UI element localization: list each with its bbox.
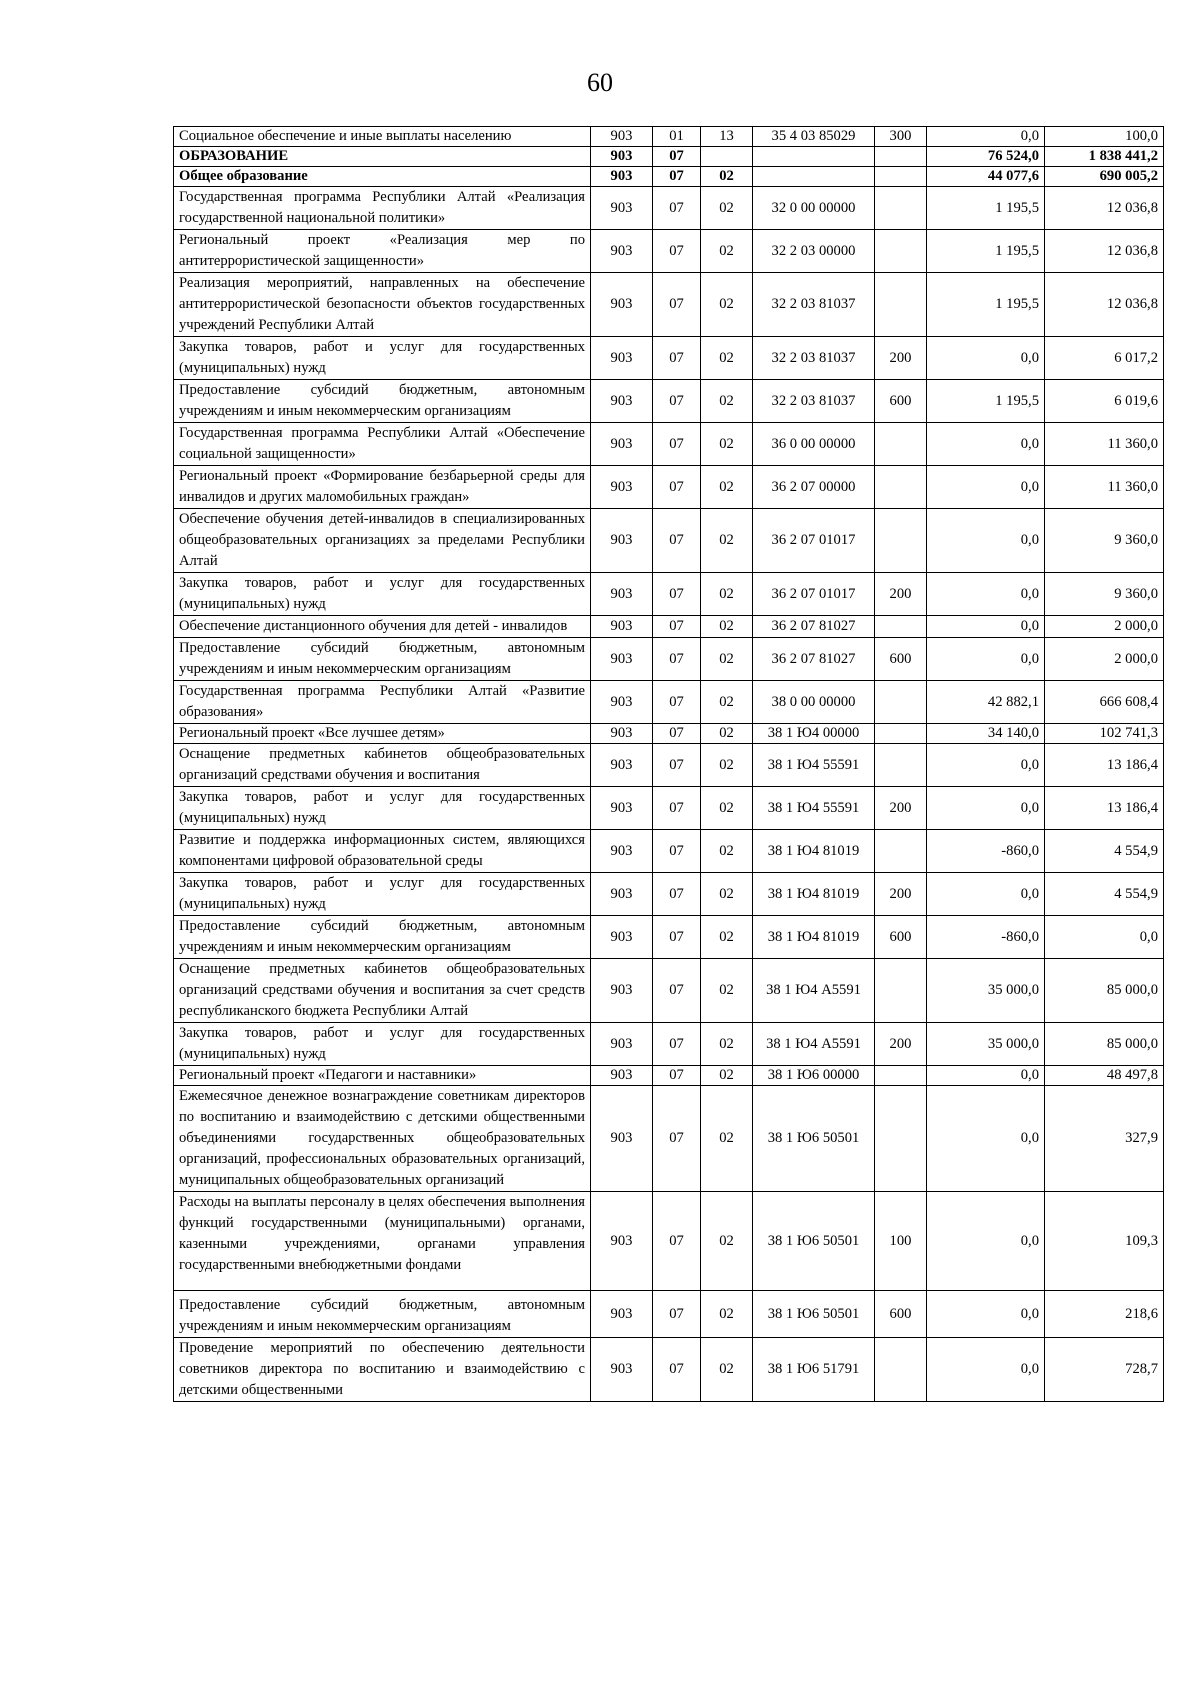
cell-grbs-code: 903 bbox=[591, 466, 653, 509]
cell-amount-change: 0,0 bbox=[927, 1338, 1045, 1402]
table-row bbox=[174, 1066, 1164, 1086]
cell-target-item-code: 38 1 Ю6 00000 bbox=[753, 1066, 875, 1086]
cell-grbs-code: 903 bbox=[591, 509, 653, 573]
cell-amount-change: 0,0 bbox=[927, 1086, 1045, 1192]
cell-amount-total: 218,6 bbox=[1045, 1291, 1164, 1338]
cell-name: Общее образование bbox=[174, 167, 591, 187]
cell-target-item-code: 38 1 Ю6 50501 bbox=[753, 1192, 875, 1291]
cell-amount-total: 102 741,3 bbox=[1045, 724, 1164, 744]
cell-amount-change: 0,0 bbox=[927, 638, 1045, 681]
cell-target-item-code: 38 0 00 00000 bbox=[753, 681, 875, 724]
cell-subsection-code: 02 bbox=[701, 1338, 753, 1402]
cell-name: Обеспечение дистанционного обучения для детей - инвалидов bbox=[174, 616, 591, 638]
cell-expense-type-code: 200 bbox=[875, 337, 927, 380]
cell-name: Расходы на выплаты персоналу в целях обеспечения выполнения функций государственными (муниципальными) органами, казенными учреждениями, органами управления государственными внебюджетными фондами bbox=[174, 1192, 591, 1291]
table-row bbox=[174, 873, 1164, 916]
cell-target-item-code: 38 1 Ю6 50501 bbox=[753, 1291, 875, 1338]
cell-grbs-code: 903 bbox=[591, 337, 653, 380]
cell-section-code: 07 bbox=[653, 337, 701, 380]
cell-expense-type-code bbox=[875, 616, 927, 638]
cell-expense-type-code bbox=[875, 724, 927, 744]
cell-section-code: 07 bbox=[653, 1066, 701, 1086]
cell-expense-type-code bbox=[875, 167, 927, 187]
cell-target-item-code: 32 2 03 81037 bbox=[753, 337, 875, 380]
cell-subsection-code: 02 bbox=[701, 681, 753, 724]
table-row bbox=[174, 916, 1164, 959]
cell-name: Предоставление субсидий бюджетным, автономным учреждениям и иным некоммерческим организациям bbox=[174, 380, 591, 423]
cell-amount-change: 0,0 bbox=[927, 744, 1045, 787]
cell-amount-total: 48 497,8 bbox=[1045, 1066, 1164, 1086]
cell-grbs-code: 903 bbox=[591, 1291, 653, 1338]
table-row bbox=[174, 509, 1164, 573]
cell-section-code: 07 bbox=[653, 638, 701, 681]
cell-amount-total: 12 036,8 bbox=[1045, 187, 1164, 230]
cell-grbs-code: 903 bbox=[591, 167, 653, 187]
cell-amount-total: 0,0 bbox=[1045, 916, 1164, 959]
cell-subsection-code: 02 bbox=[701, 873, 753, 916]
cell-amount-change: 0,0 bbox=[927, 873, 1045, 916]
cell-grbs-code: 903 bbox=[591, 1023, 653, 1066]
cell-section-code: 07 bbox=[653, 147, 701, 167]
cell-grbs-code: 903 bbox=[591, 681, 653, 724]
cell-amount-total: 6 019,6 bbox=[1045, 380, 1164, 423]
cell-expense-type-code bbox=[875, 1066, 927, 1086]
cell-grbs-code: 903 bbox=[591, 616, 653, 638]
cell-name: Государственная программа Республики Алтай «Реализация государственной национальной политики» bbox=[174, 187, 591, 230]
table-row bbox=[174, 380, 1164, 423]
cell-section-code: 07 bbox=[653, 1291, 701, 1338]
cell-name: Реализация мероприятий, направленных на обеспечение антитеррористической безопасности объектов государственных учреждений Республики Алтай bbox=[174, 273, 591, 337]
cell-target-item-code: 38 1 Ю4 А5591 bbox=[753, 959, 875, 1023]
cell-grbs-code: 903 bbox=[591, 916, 653, 959]
cell-amount-change: 1 195,5 bbox=[927, 380, 1045, 423]
cell-amount-change: 1 195,5 bbox=[927, 230, 1045, 273]
cell-subsection-code: 02 bbox=[701, 573, 753, 616]
cell-expense-type-code: 600 bbox=[875, 380, 927, 423]
cell-name: Государственная программа Республики Алтай «Развитие образования» bbox=[174, 681, 591, 724]
cell-target-item-code: 36 2 07 81027 bbox=[753, 638, 875, 681]
cell-section-code: 07 bbox=[653, 1192, 701, 1291]
cell-section-code: 07 bbox=[653, 959, 701, 1023]
cell-amount-total: 1 838 441,2 bbox=[1045, 147, 1164, 167]
table-row bbox=[174, 230, 1164, 273]
table-row bbox=[174, 127, 1164, 147]
cell-expense-type-code: 200 bbox=[875, 873, 927, 916]
cell-amount-change: 0,0 bbox=[927, 337, 1045, 380]
cell-expense-type-code bbox=[875, 466, 927, 509]
cell-target-item-code: 36 2 07 81027 bbox=[753, 616, 875, 638]
cell-amount-total: 12 036,8 bbox=[1045, 230, 1164, 273]
cell-amount-change: 0,0 bbox=[927, 1192, 1045, 1291]
cell-section-code: 07 bbox=[653, 616, 701, 638]
cell-section-code: 07 bbox=[653, 681, 701, 724]
cell-amount-change: 0,0 bbox=[927, 1291, 1045, 1338]
cell-target-item-code bbox=[753, 167, 875, 187]
cell-target-item-code: 38 1 Ю4 А5591 bbox=[753, 1023, 875, 1066]
cell-section-code: 07 bbox=[653, 466, 701, 509]
cell-grbs-code: 903 bbox=[591, 1338, 653, 1402]
cell-target-item-code: 38 1 Ю6 50501 bbox=[753, 1086, 875, 1192]
cell-amount-total: 4 554,9 bbox=[1045, 873, 1164, 916]
table-row bbox=[174, 1291, 1164, 1338]
cell-target-item-code bbox=[753, 147, 875, 167]
cell-section-code: 07 bbox=[653, 830, 701, 873]
cell-expense-type-code bbox=[875, 230, 927, 273]
cell-section-code: 07 bbox=[653, 509, 701, 573]
cell-subsection-code: 02 bbox=[701, 1066, 753, 1086]
cell-amount-total: 4 554,9 bbox=[1045, 830, 1164, 873]
table-row bbox=[174, 167, 1164, 187]
cell-name: Региональный проект «Реализация мер по антитеррористической защищенности» bbox=[174, 230, 591, 273]
cell-grbs-code: 903 bbox=[591, 830, 653, 873]
cell-section-code: 07 bbox=[653, 1086, 701, 1192]
table-row bbox=[174, 724, 1164, 744]
cell-expense-type-code bbox=[875, 959, 927, 1023]
table-body bbox=[174, 127, 1164, 1402]
cell-name: Закупка товаров, работ и услуг для государственных (муниципальных) нужд bbox=[174, 573, 591, 616]
cell-expense-type-code bbox=[875, 187, 927, 230]
cell-expense-type-code: 600 bbox=[875, 638, 927, 681]
cell-target-item-code: 36 2 07 01017 bbox=[753, 509, 875, 573]
cell-name: Предоставление субсидий бюджетным, автономным учреждениям и иным некоммерческим организациям bbox=[174, 1291, 591, 1338]
cell-name: Закупка товаров, работ и услуг для государственных (муниципальных) нужд bbox=[174, 1023, 591, 1066]
cell-grbs-code: 903 bbox=[591, 127, 653, 147]
cell-amount-change: 0,0 bbox=[927, 1066, 1045, 1086]
cell-grbs-code: 903 bbox=[591, 187, 653, 230]
cell-grbs-code: 903 bbox=[591, 423, 653, 466]
cell-target-item-code: 36 2 07 00000 bbox=[753, 466, 875, 509]
cell-section-code: 07 bbox=[653, 916, 701, 959]
cell-name: Предоставление субсидий бюджетным, автономным учреждениям и иным некоммерческим организациям bbox=[174, 916, 591, 959]
cell-section-code: 07 bbox=[653, 744, 701, 787]
cell-subsection-code: 02 bbox=[701, 230, 753, 273]
cell-grbs-code: 903 bbox=[591, 273, 653, 337]
cell-grbs-code: 903 bbox=[591, 230, 653, 273]
cell-expense-type-code bbox=[875, 273, 927, 337]
cell-subsection-code: 02 bbox=[701, 638, 753, 681]
cell-amount-total: 2 000,0 bbox=[1045, 638, 1164, 681]
cell-target-item-code: 38 1 Ю4 55591 bbox=[753, 787, 875, 830]
table-row bbox=[174, 1338, 1164, 1402]
cell-amount-total: 690 005,2 bbox=[1045, 167, 1164, 187]
cell-amount-change: 76 524,0 bbox=[927, 147, 1045, 167]
table-row bbox=[174, 616, 1164, 638]
cell-amount-total: 85 000,0 bbox=[1045, 1023, 1164, 1066]
cell-name: Закупка товаров, работ и услуг для государственных (муниципальных) нужд bbox=[174, 873, 591, 916]
cell-amount-total: 85 000,0 bbox=[1045, 959, 1164, 1023]
cell-target-item-code: 32 2 03 00000 bbox=[753, 230, 875, 273]
cell-amount-change: -860,0 bbox=[927, 830, 1045, 873]
cell-target-item-code: 38 1 Ю4 55591 bbox=[753, 744, 875, 787]
cell-amount-change: 35 000,0 bbox=[927, 1023, 1045, 1066]
cell-subsection-code: 02 bbox=[701, 466, 753, 509]
cell-amount-change: 34 140,0 bbox=[927, 724, 1045, 744]
cell-section-code: 07 bbox=[653, 873, 701, 916]
cell-name: Предоставление субсидий бюджетным, автономным учреждениям и иным некоммерческим организациям bbox=[174, 638, 591, 681]
table-row bbox=[174, 830, 1164, 873]
cell-name: Оснащение предметных кабинетов общеобразовательных организаций средствами обучения и воспитания за счет средств республиканского бюджета Республики Алтай bbox=[174, 959, 591, 1023]
cell-name: Ежемесячное денежное вознаграждение советникам директоров по воспитанию и взаимодействию с детскими общественными объединениями государственных общеобразовательных организаций, профессиональных образовательных организаций, муниципальных общеобразовательных организаций bbox=[174, 1086, 591, 1192]
cell-subsection-code: 02 bbox=[701, 724, 753, 744]
cell-subsection-code: 02 bbox=[701, 1291, 753, 1338]
cell-amount-change: 0,0 bbox=[927, 127, 1045, 147]
cell-section-code: 07 bbox=[653, 724, 701, 744]
cell-section-code: 07 bbox=[653, 423, 701, 466]
table-row bbox=[174, 681, 1164, 724]
cell-amount-change: 1 195,5 bbox=[927, 273, 1045, 337]
cell-subsection-code: 02 bbox=[701, 509, 753, 573]
cell-target-item-code: 38 1 Ю6 51791 bbox=[753, 1338, 875, 1402]
cell-subsection-code bbox=[701, 147, 753, 167]
cell-name: Развитие и поддержка информационных систем, являющихся компонентами цифровой образовательной среды bbox=[174, 830, 591, 873]
cell-subsection-code: 02 bbox=[701, 916, 753, 959]
cell-section-code: 07 bbox=[653, 273, 701, 337]
cell-amount-change: 44 077,6 bbox=[927, 167, 1045, 187]
table-row bbox=[174, 337, 1164, 380]
cell-section-code: 07 bbox=[653, 230, 701, 273]
cell-subsection-code: 02 bbox=[701, 744, 753, 787]
cell-subsection-code: 13 bbox=[701, 127, 753, 147]
cell-section-code: 07 bbox=[653, 167, 701, 187]
cell-name: Оснащение предметных кабинетов общеобразовательных организаций средствами обучения и воспитания bbox=[174, 744, 591, 787]
cell-expense-type-code: 200 bbox=[875, 787, 927, 830]
cell-subsection-code: 02 bbox=[701, 616, 753, 638]
cell-amount-total: 666 608,4 bbox=[1045, 681, 1164, 724]
cell-subsection-code: 02 bbox=[701, 187, 753, 230]
cell-amount-total: 2 000,0 bbox=[1045, 616, 1164, 638]
cell-grbs-code: 903 bbox=[591, 380, 653, 423]
cell-amount-total: 13 186,4 bbox=[1045, 744, 1164, 787]
cell-subsection-code: 02 bbox=[701, 1086, 753, 1192]
cell-subsection-code: 02 bbox=[701, 830, 753, 873]
cell-target-item-code: 32 0 00 00000 bbox=[753, 187, 875, 230]
table-row bbox=[174, 187, 1164, 230]
table-row bbox=[174, 273, 1164, 337]
cell-subsection-code: 02 bbox=[701, 337, 753, 380]
table-row bbox=[174, 1086, 1164, 1192]
cell-target-item-code: 32 2 03 81037 bbox=[753, 380, 875, 423]
cell-grbs-code: 903 bbox=[591, 638, 653, 681]
cell-expense-type-code: 600 bbox=[875, 916, 927, 959]
cell-expense-type-code: 300 bbox=[875, 127, 927, 147]
cell-grbs-code: 903 bbox=[591, 873, 653, 916]
cell-name: Закупка товаров, работ и услуг для государственных (муниципальных) нужд bbox=[174, 787, 591, 830]
cell-amount-total: 9 360,0 bbox=[1045, 509, 1164, 573]
table-row bbox=[174, 787, 1164, 830]
cell-expense-type-code bbox=[875, 830, 927, 873]
cell-amount-change: 0,0 bbox=[927, 466, 1045, 509]
cell-name: Социальное обеспечение и иные выплаты населению bbox=[174, 127, 591, 147]
budget-table bbox=[173, 126, 1164, 1402]
cell-target-item-code: 32 2 03 81037 bbox=[753, 273, 875, 337]
table-row bbox=[174, 147, 1164, 167]
cell-section-code: 01 bbox=[653, 127, 701, 147]
table-row bbox=[174, 744, 1164, 787]
cell-subsection-code: 02 bbox=[701, 380, 753, 423]
cell-grbs-code: 903 bbox=[591, 959, 653, 1023]
page-number: 60 bbox=[587, 68, 613, 97]
cell-target-item-code: 38 1 Ю4 81019 bbox=[753, 873, 875, 916]
cell-amount-total: 6 017,2 bbox=[1045, 337, 1164, 380]
cell-expense-type-code: 100 bbox=[875, 1192, 927, 1291]
cell-grbs-code: 903 bbox=[591, 1086, 653, 1192]
cell-expense-type-code bbox=[875, 509, 927, 573]
cell-amount-total: 100,0 bbox=[1045, 127, 1164, 147]
cell-target-item-code: 36 0 00 00000 bbox=[753, 423, 875, 466]
cell-section-code: 07 bbox=[653, 1023, 701, 1066]
cell-name: Закупка товаров, работ и услуг для государственных (муниципальных) нужд bbox=[174, 337, 591, 380]
cell-target-item-code: 38 1 Ю4 81019 bbox=[753, 830, 875, 873]
cell-expense-type-code bbox=[875, 423, 927, 466]
cell-subsection-code: 02 bbox=[701, 1023, 753, 1066]
cell-section-code: 07 bbox=[653, 573, 701, 616]
cell-amount-total: 327,9 bbox=[1045, 1086, 1164, 1192]
cell-amount-total: 13 186,4 bbox=[1045, 787, 1164, 830]
cell-grbs-code: 903 bbox=[591, 1066, 653, 1086]
cell-target-item-code: 36 2 07 01017 bbox=[753, 573, 875, 616]
cell-amount-total: 9 360,0 bbox=[1045, 573, 1164, 616]
cell-amount-total: 11 360,0 bbox=[1045, 466, 1164, 509]
cell-target-item-code: 38 1 Ю4 81019 bbox=[753, 916, 875, 959]
cell-section-code: 07 bbox=[653, 187, 701, 230]
cell-amount-change: 1 195,5 bbox=[927, 187, 1045, 230]
cell-amount-change: 0,0 bbox=[927, 573, 1045, 616]
cell-expense-type-code bbox=[875, 1086, 927, 1192]
cell-amount-change: 0,0 bbox=[927, 616, 1045, 638]
cell-grbs-code: 903 bbox=[591, 787, 653, 830]
cell-expense-type-code bbox=[875, 744, 927, 787]
cell-amount-total: 11 360,0 bbox=[1045, 423, 1164, 466]
cell-subsection-code: 02 bbox=[701, 787, 753, 830]
cell-expense-type-code bbox=[875, 1338, 927, 1402]
cell-subsection-code: 02 bbox=[701, 273, 753, 337]
cell-amount-change: 0,0 bbox=[927, 787, 1045, 830]
cell-grbs-code: 903 bbox=[591, 1192, 653, 1291]
table-row bbox=[174, 573, 1164, 616]
cell-subsection-code: 02 bbox=[701, 959, 753, 1023]
cell-expense-type-code bbox=[875, 681, 927, 724]
cell-expense-type-code: 200 bbox=[875, 1023, 927, 1066]
cell-section-code: 07 bbox=[653, 1338, 701, 1402]
cell-amount-total: 728,7 bbox=[1045, 1338, 1164, 1402]
cell-amount-total: 109,3 bbox=[1045, 1192, 1164, 1291]
cell-amount-change: 0,0 bbox=[927, 509, 1045, 573]
cell-section-code: 07 bbox=[653, 380, 701, 423]
cell-section-code: 07 bbox=[653, 787, 701, 830]
cell-name: ОБРАЗОВАНИЕ bbox=[174, 147, 591, 167]
cell-target-item-code: 38 1 Ю4 00000 bbox=[753, 724, 875, 744]
table-row bbox=[174, 959, 1164, 1023]
cell-subsection-code: 02 bbox=[701, 423, 753, 466]
cell-expense-type-code: 200 bbox=[875, 573, 927, 616]
cell-amount-change: 42 882,1 bbox=[927, 681, 1045, 724]
cell-amount-change: 35 000,0 bbox=[927, 959, 1045, 1023]
cell-name: Региональный проект «Все лучшее детям» bbox=[174, 724, 591, 744]
cell-subsection-code: 02 bbox=[701, 167, 753, 187]
cell-grbs-code: 903 bbox=[591, 744, 653, 787]
cell-grbs-code: 903 bbox=[591, 724, 653, 744]
cell-grbs-code: 903 bbox=[591, 147, 653, 167]
table-row bbox=[174, 1023, 1164, 1066]
table-row bbox=[174, 423, 1164, 466]
cell-name: Региональный проект «Формирование безбарьерной среды для инвалидов и других маломобильных граждан» bbox=[174, 466, 591, 509]
cell-name: Обеспечение обучения детей-инвалидов в специализированных общеобразовательных организациях за пределами Республики Алтай bbox=[174, 509, 591, 573]
cell-amount-change: 0,0 bbox=[927, 423, 1045, 466]
cell-target-item-code: 35 4 03 85029 bbox=[753, 127, 875, 147]
cell-name: Проведение мероприятий по обеспечению деятельности советников директора по воспитанию и взаимодействию с детскими общественными bbox=[174, 1338, 591, 1402]
cell-name: Государственная программа Республики Алтай «Обеспечение социальной защищенности» bbox=[174, 423, 591, 466]
table-row bbox=[174, 638, 1164, 681]
cell-amount-total: 12 036,8 bbox=[1045, 273, 1164, 337]
table-row bbox=[174, 466, 1164, 509]
cell-grbs-code: 903 bbox=[591, 573, 653, 616]
table-row bbox=[174, 1192, 1164, 1291]
cell-expense-type-code: 600 bbox=[875, 1291, 927, 1338]
cell-name: Региональный проект «Педагоги и наставники» bbox=[174, 1066, 591, 1086]
cell-subsection-code: 02 bbox=[701, 1192, 753, 1291]
cell-amount-change: -860,0 bbox=[927, 916, 1045, 959]
cell-expense-type-code bbox=[875, 147, 927, 167]
